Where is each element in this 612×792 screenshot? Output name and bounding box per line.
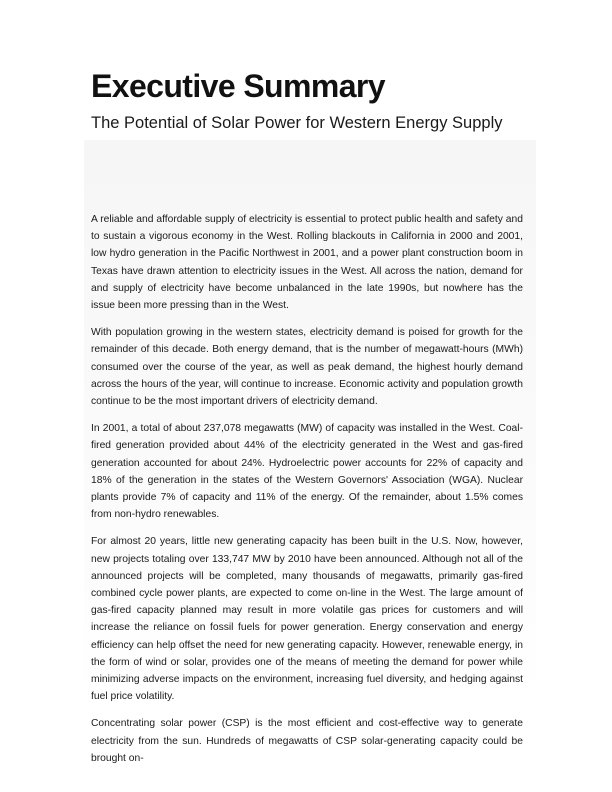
- paragraph: A reliable and affordable supply of electricity is essential to protect public health and safety and to sustain a vigorous economy in the West. Rolling blackouts in California in 2000 and 2001, low hydro generation in the Pacific Northwest in 2001, and a power plant construction boom in Texas have drawn attention to electricity issues in the West. All across the nation, demand for and supply of electricity have become unbalanced in the late 1990s, but nowhere has the issue been more pressing than in the West.: [91, 214, 523, 312]
- page-subtitle: The Potential of Solar Power for Western Energy Supply: [91, 114, 503, 132]
- paragraph: Concentrating solar power (CSP) is the most efficient and cost-effective way to generate electricity from the sun. Hundreds of megawatts of CSP solar-generating capacity could be brought on-: [91, 718, 523, 764]
- paragraph: In 2001, a total of about 237,078 megawatts (MW) of capacity was installed in the West. Coal-fired generation provided about 44% of the electricity generated in the West and gas-fired generation accounted for about 24%. Hydroelectric power accounts for 22% of capacity and 18% of the generation in the states of the Western Governors' Association (WGA). Nuclear plants provide 7% of capacity and 11% of the energy. Of the remainder, about 1.5% comes from non-hydro renewables.: [91, 423, 523, 521]
- page-title: Executive Summary: [91, 68, 385, 104]
- paragraph: With population growing in the western states, electricity demand is poised for growth for the remainder of this decade. Both energy demand, that is the number of megawatt-hours (MWh) consumed over the course of the year, as well as peak demand, the highest hourly demand across the hours of the year, will continue to increase. Economic activity and population growth continue to be the most important drivers of electricity demand.: [91, 327, 523, 408]
- paragraph: For almost 20 years, little new generating capacity has been built in the U.S. Now, however, new projects totaling over 133,747 MW by 2010 have been announced. Although not all of the announced projects will be completed, many thousands of megawatts, primarily gas-fired combined cycle power plants, are expected to come on-line in the West. The large amount of gas-fired capacity planned may result in more volatile gas prices for customers and will increase the reliance on fossil fuels for power generation. Energy conservation and energy efficiency can help offset the need for new generating capacity. However, renewable energy, in the form of wind or solar, provides one of the means of meeting the demand for power while minimizing adverse impacts on the environment, increasing fuel diversity, and hedging against fuel price volatility.: [91, 536, 523, 703]
- body-text: [91, 211, 523, 777]
